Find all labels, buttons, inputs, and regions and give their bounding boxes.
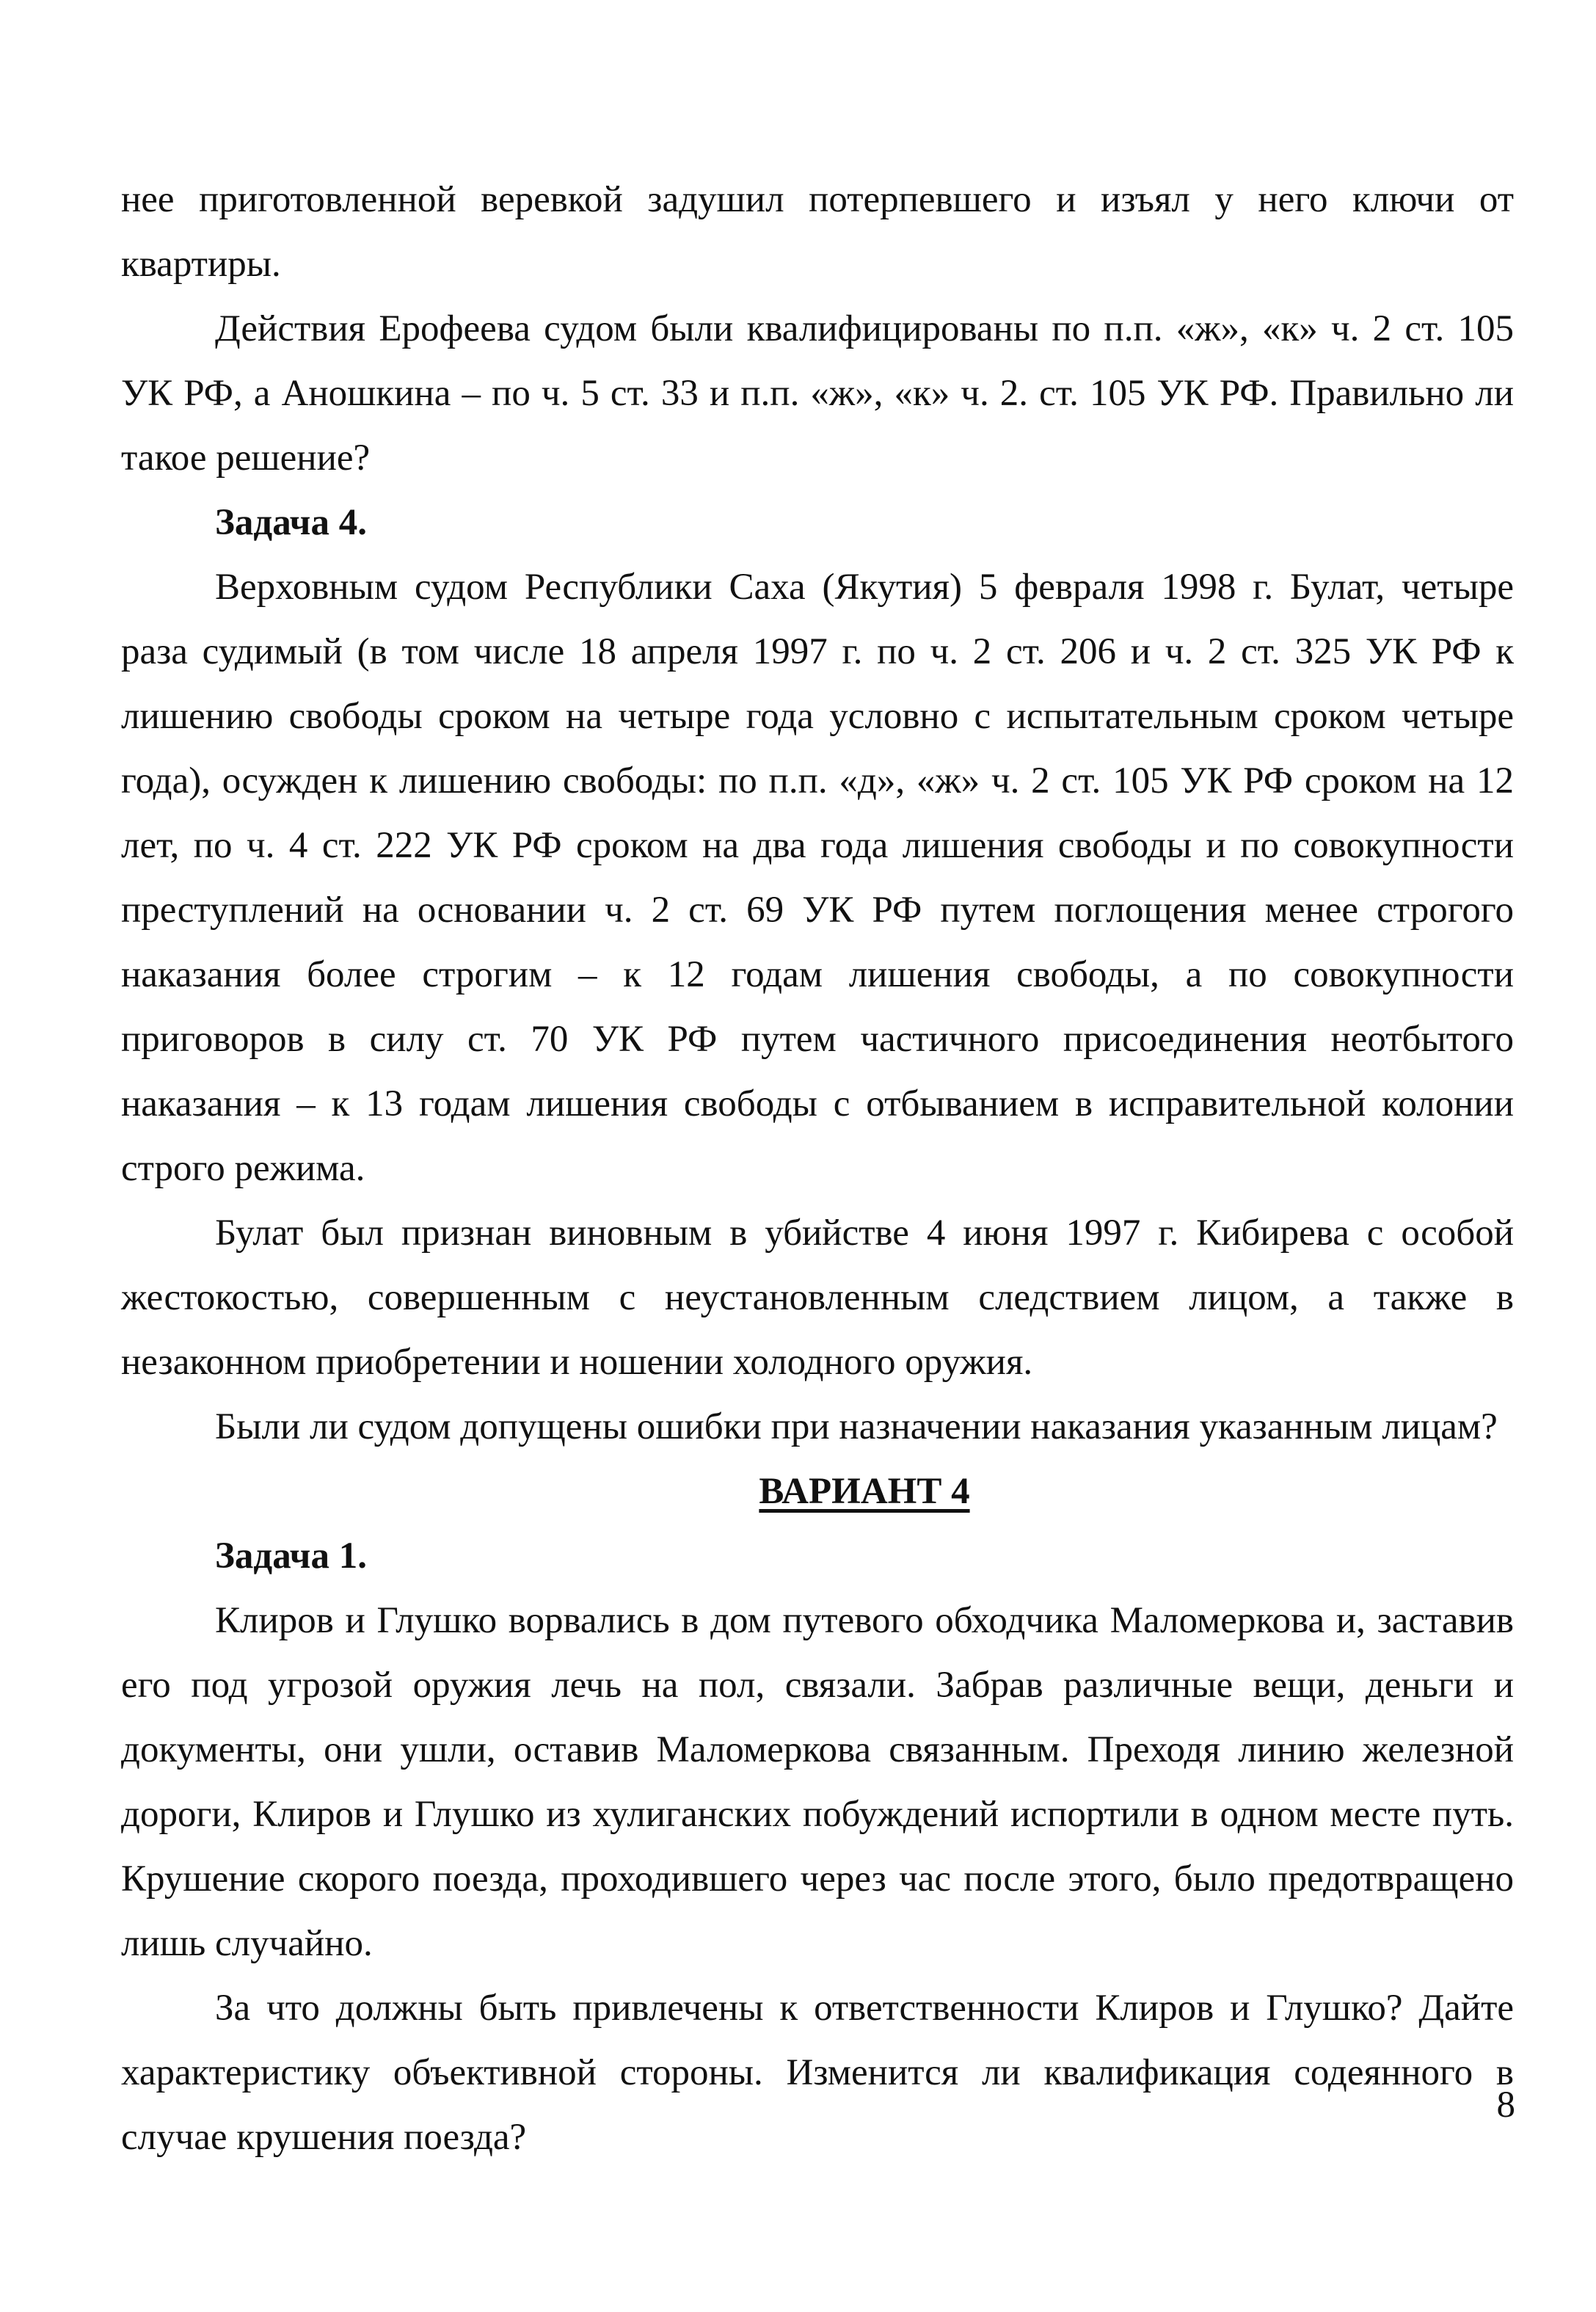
variant-4-heading: ВАРИАНТ 4 [759,1471,970,1512]
paragraph-task-4-verdict: Булат был признан виновным в убийстве 4 июня 1997 г. Кибирева с особой жестокостью, совершенным с неустановленным следствием лицом, а также в незаконном приобретении и ношении холодного оружия. [121,1213,1514,1383]
task-4-heading: Задача 4. [215,502,367,543]
paragraph-task-1-facts: Клиров и Глушко ворвались в дом путевого обходчика Маломеркова и, заставив его под угрозой оружия лечь на пол, связали. Забрав различные вещи, деньги и документы, они ушли, оставив Маломеркова связанным. Преходя линию железной дороги, Клиров и Глушко из хулиганских побуждений испортили в одном месте путь. Крушение скорого поезда, проходившего через час после этого, было предотвращено лишь случайно. [121,1600,1514,1964]
paragraph-task-4-facts: Верховным судом Республики Саха (Якутия) 5 февраля 1998 г. Булат, четыре раза судимый (в том числе 18 апреля 1997 г. по ч. 2 ст. 206 и ч. 2 ст. 325 УК РФ к лишению свободы сроком на четыре года условно с испытательным сроком четыре года), осужден к лишению свободы: по п.п. «д», «ж» ч. 2 ст. 105 УК РФ сроком на 12 лет, по ч. 4 ст. 222 УК РФ сроком на два года лишения свободы и по совокупности преступлений на основании ч. 2 ст. 69 УК РФ путем поглощения менее строгого наказания более строгим – к 12 годам лишения свободы, а по совокупности приговоров в силу ст. 70 УК РФ путем частичного присоединения неотбытого наказания – к 13 годам лишения свободы с отбыванием в исправительной колонии строго режима. [121,567,1514,1189]
paragraph-qualification: Действия Ерофеева судом были квалифицированы по п.п. «ж», «к» ч. 2 ст. 105 УК РФ, а Аношкина – по ч. 5 ст. 33 и п.п. «ж», «к» ч. 2. ст. 105 УК РФ. Правильно ли такое решение? [121,308,1514,479]
paragraph-continuation: нее приготовленной веревкой задушил потерпевшего и изъял у него ключи от квартиры. [121,179,1514,285]
task-1-heading: Задача 1. [215,1535,367,1577]
paragraph-task-4-question: Были ли судом допущены ошибки при назначении наказания указанным лицам? [215,1406,1498,1447]
document-body [121,167,1514,2170]
paragraph-task-1-question: За что должны быть привлечены к ответственности Клиров и Глушко? Дайте характеристику объективной стороны. Изменится ли квалификация содеянного в случае крушения поезда? [121,1988,1514,2158]
page-number: 8 [1496,2084,1515,2126]
